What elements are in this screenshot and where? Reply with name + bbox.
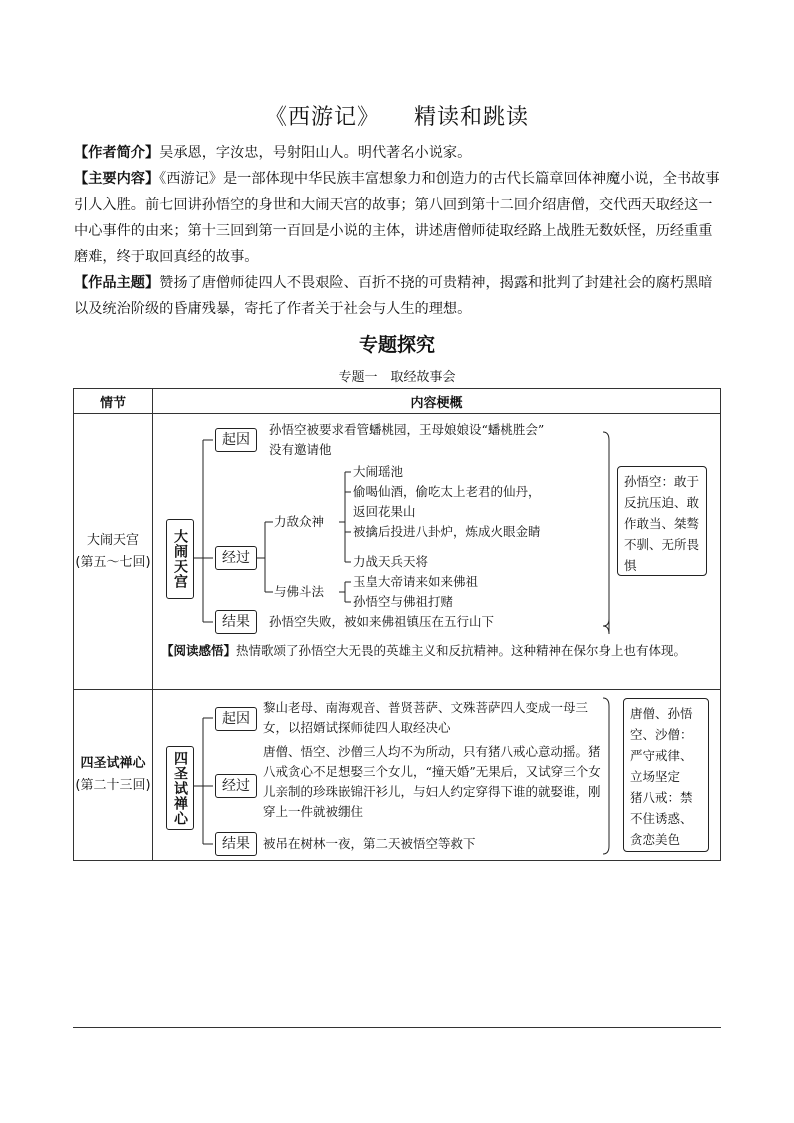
author-text: 吴承恩，字汝忠，号射阳山人。明代著名小说家。	[159, 145, 472, 161]
theme-intro	[74, 270, 724, 322]
table-row	[74, 690, 721, 861]
table-header-row	[74, 389, 721, 414]
result-tag: 结果	[215, 610, 257, 634]
header-summary: 内容梗概	[153, 389, 721, 414]
section-title: 专题探究	[358, 334, 435, 356]
episode-cell	[74, 690, 153, 861]
subsection-title: 专题一 取经故事会	[338, 370, 456, 385]
header-episode: 情节	[74, 389, 153, 414]
branch-item: 偷喝仙酒，偷吃太上老君的仙丹，	[353, 484, 541, 499]
cause-text: 黎山老母、南海观音、普贤菩萨、文殊菩萨四人变成一母三女，以招婿试探师徒四人取经决心	[263, 700, 589, 735]
episode-chapters: (第五～七回)	[75, 554, 151, 570]
vertical-title: 四圣试禅心	[166, 746, 194, 830]
character-note: 孙悟空：敢于反抗压迫、敢作敢当、桀骜不驯、无所畏惧	[617, 466, 707, 576]
process-tag: 经过	[215, 774, 257, 798]
branch-label: 与佛斗法	[274, 584, 325, 599]
theme-text: 赞扬了唐僧师徒四人不畏艰险、百折不挠的可贵精神，揭露和批判了封建社会的腐朽黑暗以及统治阶级的昏庸残暴，寄托了作者关于社会与人生的理想。	[74, 275, 713, 317]
character-note: 唐僧、孙悟空、沙僧：严守戒律、立场坚定 猪八戒：禁不住诱惑、贪恋美色	[623, 698, 709, 852]
episode-name: 大闹天宫	[86, 532, 139, 548]
summary-cell	[153, 414, 721, 690]
content-label: 【主要内容】	[74, 171, 160, 187]
theme-label: 【作品主题】	[74, 275, 160, 291]
branch-item: 力战天兵天将	[353, 554, 429, 569]
result-text: 被吊在树林一夜，第二天被悟空等救下	[263, 836, 476, 851]
branch-item: 大闹瑶池	[353, 464, 404, 479]
author-intro	[74, 140, 724, 166]
story-table	[73, 388, 721, 861]
branch-label: 力敌众神	[274, 514, 325, 529]
result-tag: 结果	[215, 832, 257, 856]
branch-item: 孙悟空与佛祖打赌	[353, 594, 454, 609]
branch-item: 被擒后投进八卦炉，炼成火眼金睛	[353, 524, 541, 539]
content-intro	[74, 166, 724, 270]
author-label: 【作者简介】	[74, 145, 160, 161]
branch-item: 返回花果山	[353, 504, 416, 519]
content-text: 《西游记》是一部体现中华民族丰富想象力和创造力的古代长篇章回体神魔小说，全书故事引人入胜。前七回讲孙悟空的身世和大闹天宫的故事；第八回到第十二回介绍唐僧，交代西天取经这一中心事件的由来；第十三回到第一百回是小说的主体，讲述唐僧师徒取经路上战胜无数妖怪，历经重重磨难，终于取回真经的故事。	[74, 171, 720, 265]
cause-tag: 起因	[215, 428, 257, 452]
cause-tag: 起因	[215, 707, 257, 731]
page-title: 《西游记》 精读和跳读	[264, 105, 530, 130]
process-tag: 经过	[215, 546, 257, 570]
reflection-text: 热情歌颂了孙悟空大无畏的英雄主义和反抗精神。这种精神在保尔身上也有体现。	[236, 643, 687, 658]
result-text: 孙悟空失败，被如来佛祖镇压在五行山下	[269, 614, 495, 629]
footer-divider	[73, 1027, 721, 1028]
vertical-title: 大闹天宫	[166, 519, 194, 599]
reflection	[161, 638, 717, 664]
episode-cell	[74, 414, 153, 690]
cause-text-line1: 孙悟空被要求看管蟠桃园，王母娘娘设“蟠桃胜会”	[269, 422, 545, 437]
reflection-label: 【阅读感悟】	[161, 643, 237, 658]
episode-chapters: (第二十三回)	[75, 778, 151, 793]
cause-text-line2: 没有邀请他	[269, 442, 332, 457]
episode-name: 四圣试禅心	[80, 756, 146, 771]
summary-cell	[153, 690, 721, 861]
process-text: 唐僧、悟空、沙僧三人均不为所动，只有猪八戒心意动摇。猪八戒贪心不足想娶三个女儿，“撞天婚”无果后，又试穿三个女儿亲制的珍珠嵌锦汗衫儿，与妇人约定穿得下谁的就娶谁，刚穿上一件就被绷住	[263, 744, 601, 819]
table-row	[74, 414, 721, 690]
branch-item: 玉皇大帝请来如来佛祖	[353, 574, 479, 589]
